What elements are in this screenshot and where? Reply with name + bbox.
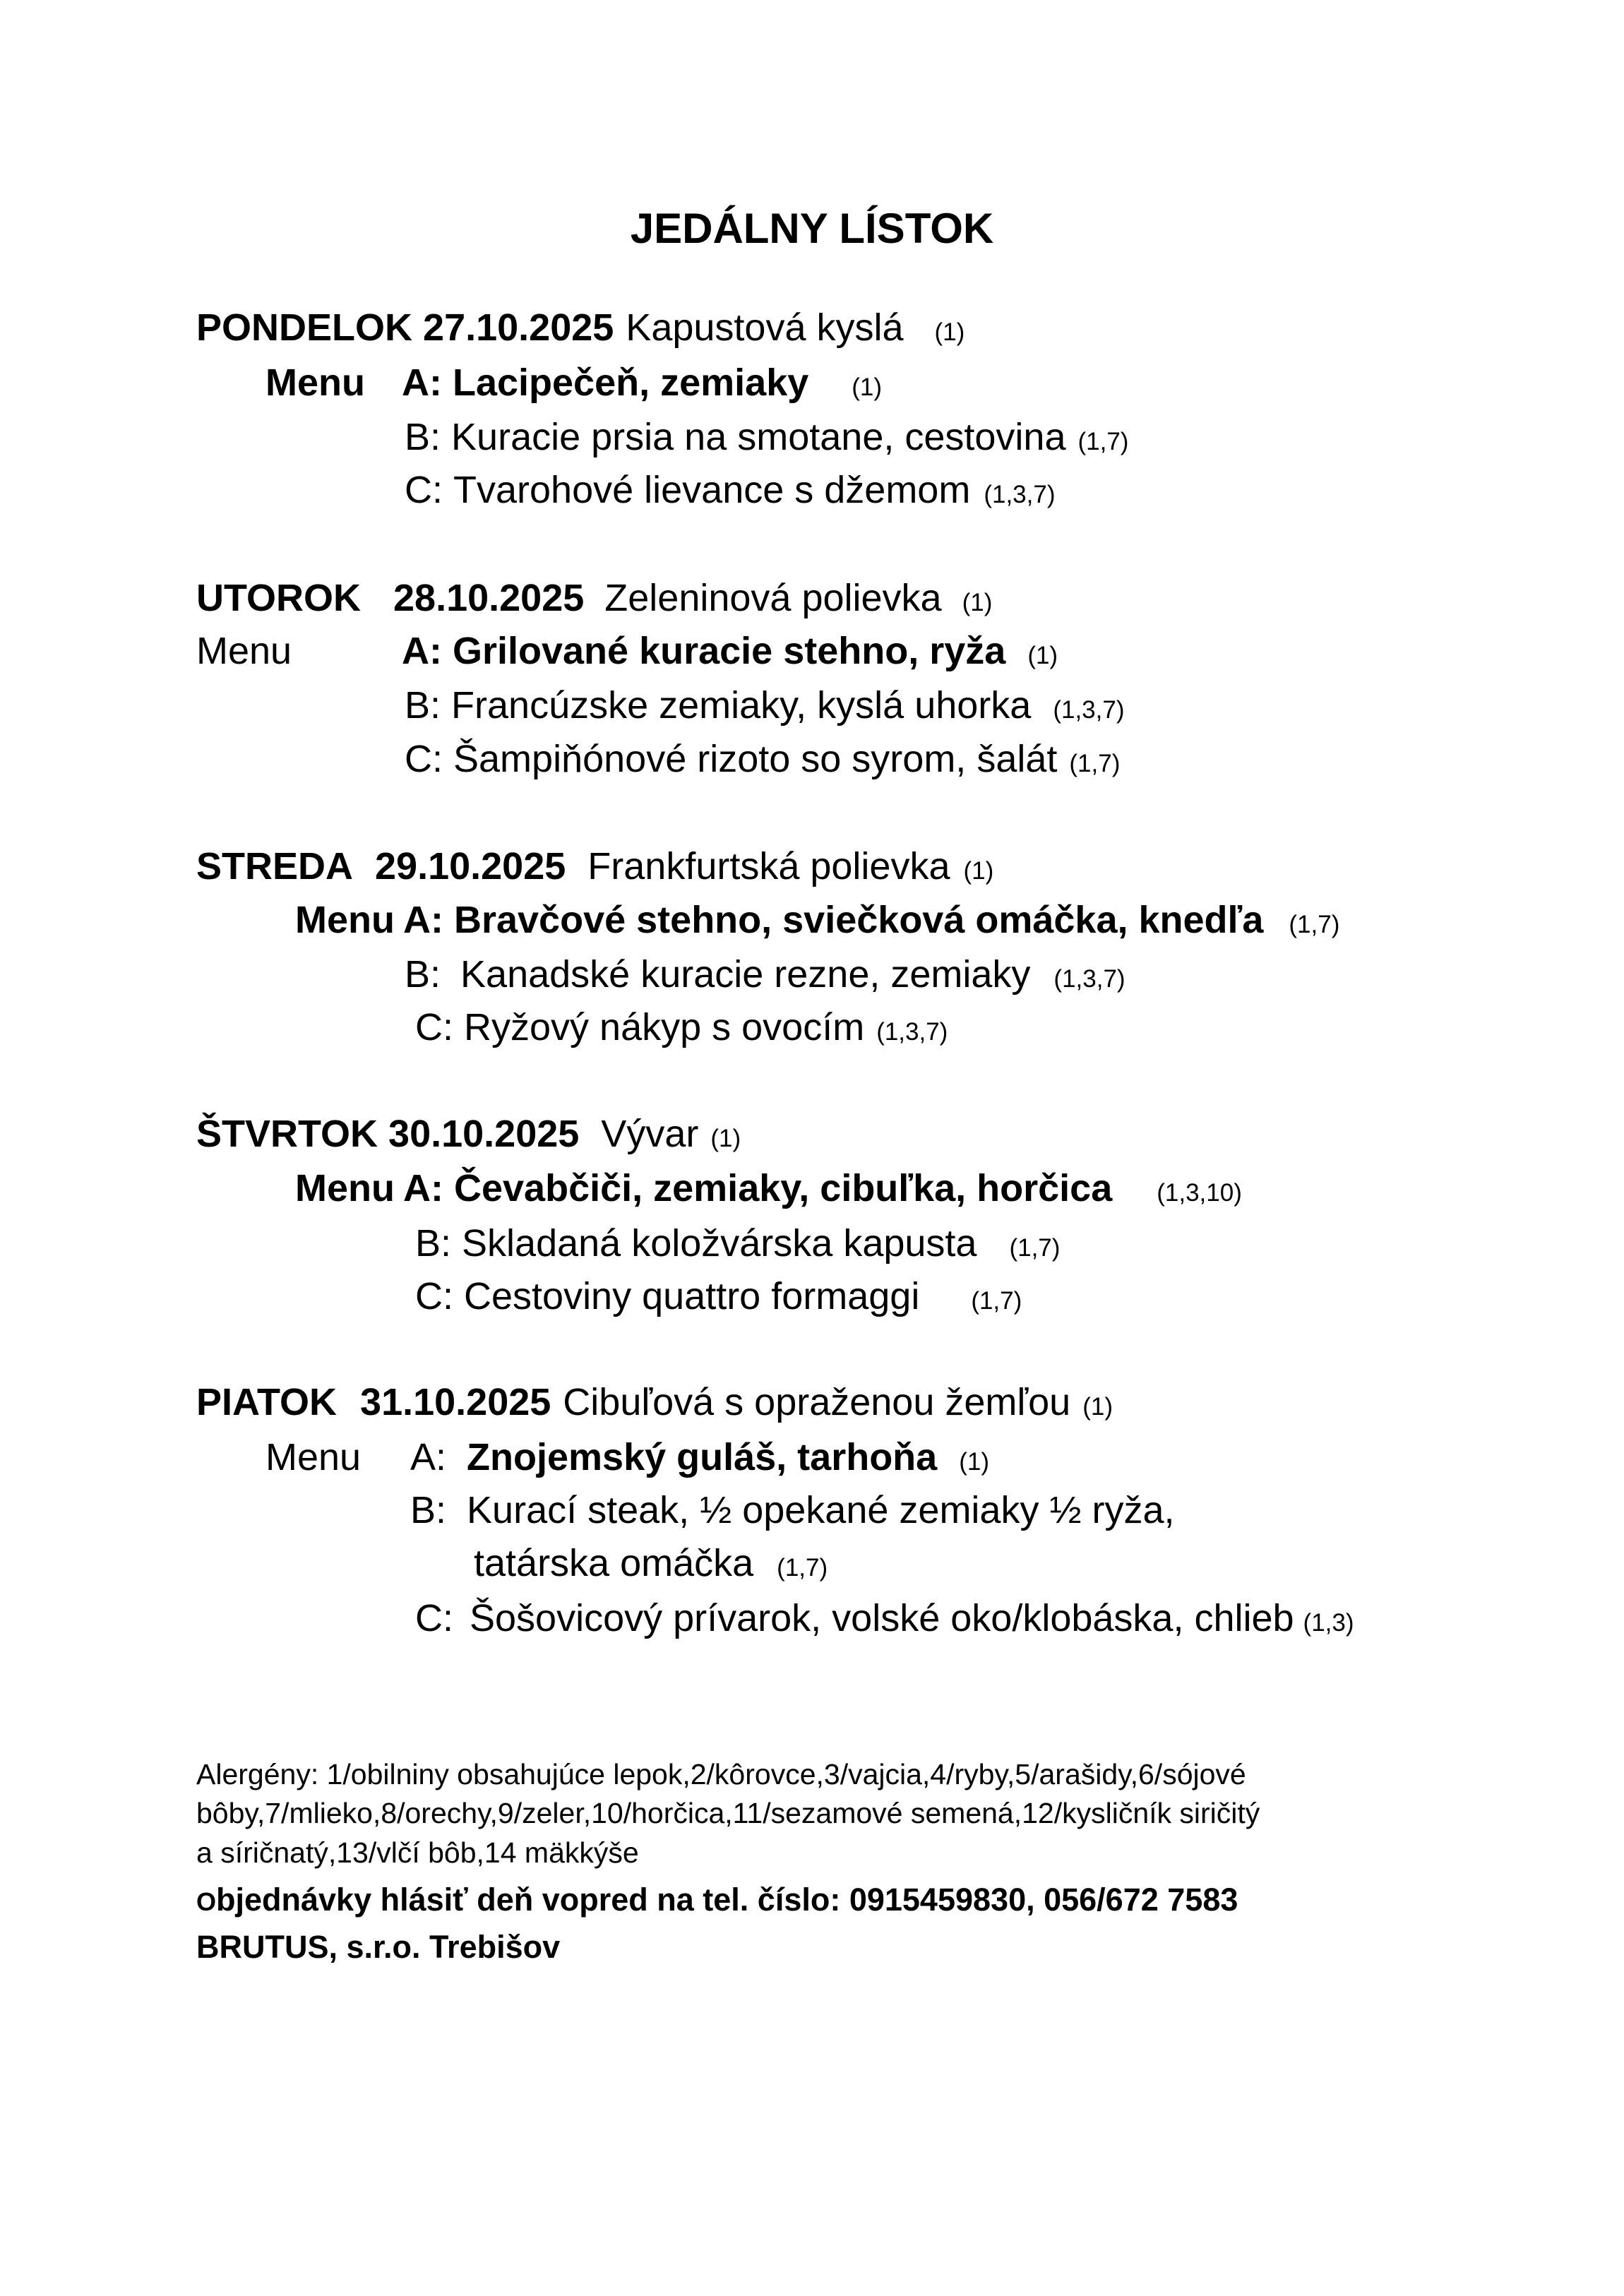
menu-item-allergens: (1,3,10) [1157, 1179, 1242, 1207]
menu-label: Menu [265, 1436, 362, 1478]
soup-name: Cibuľová s opraženou žemľou [563, 1381, 1071, 1423]
allergen-legend-line: Alergény: 1/obilniny obsahujúce lepok,2/kôrovce,3/vajcia,4/ryby,5/arašidy,6/sójové [196, 1758, 1246, 1790]
menu-item [410, 1487, 1175, 1533]
menu-item-letter: A: [410, 1436, 447, 1478]
menu-item-allergens: (1,3) [1303, 1609, 1354, 1637]
menu-item-letter: B: [405, 953, 441, 995]
menu-item-letter: B: [405, 684, 441, 727]
soup-allergens: (1) [710, 1125, 741, 1152]
menu-item-letter: B: [410, 1489, 447, 1531]
menu-item-allergens: (1,3,7) [1053, 696, 1125, 724]
menu-item-dish: Skladaná koložvárska kapusta [462, 1222, 977, 1264]
menu-item [415, 1595, 1354, 1646]
menu-item-dish: Ryžový nákyp s ovocím [464, 1006, 865, 1048]
menu-item-allergens: (1,7) [1009, 1234, 1061, 1262]
menu-item [405, 951, 1126, 1003]
menu-label: Menu [295, 899, 395, 941]
menu-item-dish: Grilované kuracie stehno, ryža [452, 630, 1006, 672]
soup-name: Frankfurtská polievka [587, 845, 950, 887]
menu-item-allergens: (1,3,7) [984, 481, 1056, 508]
day-date: 27.10.2025 [423, 306, 614, 349]
day-name: STREDA [196, 845, 354, 887]
menu-item-dish: Kuracie prsia na smotane, cestovina [451, 416, 1066, 458]
menu-item-allergens: (1,7) [777, 1554, 828, 1582]
day-date: 28.10.2025 [393, 577, 585, 619]
menu-item-letter: A: [403, 899, 443, 941]
menu-item-allergens: (1,3,7) [1053, 965, 1126, 993]
menu-item [403, 897, 1339, 948]
menu-item [415, 1004, 948, 1056]
menu-item-dish-continued: tatárska omáčka [474, 1542, 754, 1584]
day-name: ŠTVRTOK [196, 1113, 378, 1155]
menu-item-dish: Cestoviny quattro formaggi [464, 1275, 920, 1317]
menu-item-dish: Tvarohové lievance s džemom [453, 469, 971, 511]
menu-item [402, 628, 1058, 679]
menu-item-dish: Francúzske zemiaky, kyslá uhorka [451, 684, 1032, 727]
menu-item-dish: Kanadské kuracie rezne, zemiaky [460, 953, 1031, 995]
menu-item-continuation [474, 1540, 828, 1591]
day-heading [196, 304, 965, 356]
menu-item-dish: Lacipečeň, zemiaky [452, 361, 809, 404]
soup-allergens: (1) [934, 318, 965, 346]
menu-item [405, 414, 1128, 465]
day-date: 31.10.2025 [360, 1381, 551, 1423]
menu-item-dish: Kurací steak, ½ opekané zemiaky ½ ryža, [467, 1489, 1175, 1531]
menu-item-dish: Čevabčiči, zemiaky, cibuľka, horčica [453, 1167, 1113, 1209]
menu-item-dish: Bravčové stehno, sviečková omáčka, knedľa [453, 899, 1264, 941]
day-date: 29.10.2025 [375, 845, 566, 887]
menu-item-letter: C: [405, 738, 443, 780]
menu-item [410, 1434, 989, 1485]
menu-item [415, 1220, 1060, 1272]
day-heading [196, 843, 993, 895]
soup-allergens: (1) [962, 589, 993, 616]
page-title: JEDÁLNY LÍSTOK [630, 205, 994, 252]
menu-item-dish: Znojemský guláš, tarhoňa [467, 1436, 938, 1478]
menu-item [405, 682, 1124, 734]
soup-name: Vývar [601, 1113, 699, 1155]
menu-item-letter: A: [402, 361, 442, 404]
day-date: 30.10.2025 [388, 1113, 580, 1155]
menu-item-letter: C: [415, 1597, 453, 1639]
menu-item-allergens: (1) [959, 1448, 989, 1476]
day-name: UTOROK [196, 577, 362, 619]
order-info: Objednávky hlásiť deň vopred na tel. číslo: 0915459830, 056/672 7583 [196, 1882, 1238, 1918]
menu-item [405, 467, 1055, 518]
menu-label: Menu [295, 1167, 395, 1209]
allergen-legend-line: bôby,7/mlieko,8/orechy,9/zeler,10/horčica,11/sezamové semená,12/kysličník siričitý [196, 1797, 1260, 1829]
menu-item [405, 736, 1120, 787]
menu-item-dish: Šampiňónové rizoto so syrom, šalát [453, 738, 1058, 780]
menu-item [402, 359, 882, 411]
menu-item-letter: C: [415, 1006, 453, 1048]
menu-item-allergens: (1) [852, 373, 883, 401]
menu-item-letter: B: [415, 1222, 452, 1264]
menu-item-allergens: (1,3,7) [876, 1018, 948, 1046]
day-heading [196, 575, 992, 626]
menu-label: Menu [196, 630, 292, 672]
company-name: BRUTUS, s.r.o. Trebišov [196, 1929, 561, 1965]
menu-item-letter: B: [405, 416, 441, 458]
day-name: PONDELOK [196, 306, 413, 349]
soup-allergens: (1) [1082, 1393, 1113, 1421]
day-heading [196, 1111, 741, 1162]
day-heading [196, 1379, 1113, 1430]
allergen-legend-line: a síričnatý,13/vlčí bôb,14 mäkkýše [196, 1836, 639, 1869]
menu-item-letter: C: [415, 1275, 453, 1317]
soup-allergens: (1) [963, 857, 994, 885]
menu-item-dish: Šošovicový prívarok, volské oko/klobáska, chlieb [470, 1597, 1294, 1639]
menu-item-allergens: (1,7) [1069, 750, 1121, 777]
menu-item [415, 1273, 1022, 1325]
menu-item-allergens: (1,7) [971, 1287, 1022, 1315]
menu-item-allergens: (1) [1027, 642, 1058, 669]
menu-item-letter: A: [403, 1167, 443, 1209]
menu-item-allergens: (1,7) [1289, 911, 1340, 938]
day-name: PIATOK [196, 1381, 338, 1423]
soup-name: Kapustová kyslá [626, 306, 904, 349]
soup-name: Zeleninová polievka [604, 577, 942, 619]
menu-item-letter: A: [402, 630, 442, 672]
menu-item [403, 1165, 1242, 1216]
menu-label: Menu [265, 361, 365, 404]
menu-item-allergens: (1,7) [1077, 428, 1129, 455]
menu-item-letter: C: [405, 469, 443, 511]
